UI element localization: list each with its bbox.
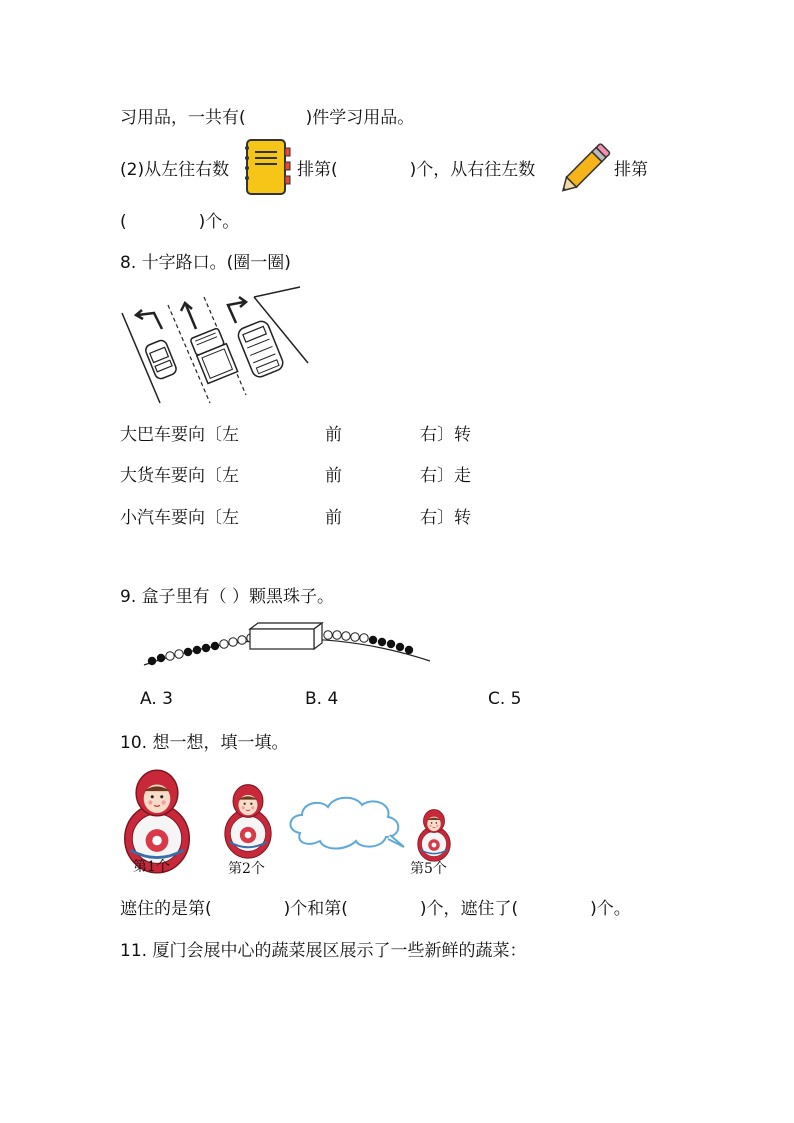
q10-answer-c: )个，遮住了(	[419, 899, 519, 919]
white-bead	[229, 638, 237, 646]
notebook-icon	[245, 138, 291, 198]
black-bead	[387, 640, 395, 648]
q7-line2-mid2: )个，从右往左数	[409, 160, 536, 180]
q10-title: 10. 想一想，填一填。	[120, 733, 289, 753]
q8-row-3-suffix[interactable]: 右〕转	[420, 508, 471, 528]
q7-line2-mid1: 排第(	[297, 160, 338, 180]
q11-title: 11. 厦门会展中心的蔬菜展区展示了一些新鲜的蔬菜：	[120, 941, 527, 961]
straight-arrow-icon	[181, 303, 196, 329]
q7-line2-mid	[297, 158, 535, 182]
black-bead	[148, 657, 156, 665]
q7-line3-end: )个。	[198, 212, 240, 232]
q10-answer-d: )个。	[590, 899, 631, 919]
q9-title: 9. 盒子里有（ ）颗黑珠子。	[120, 587, 335, 607]
pencil-icon	[558, 140, 616, 196]
doll-5-label: 第5个	[410, 861, 447, 877]
q10-answer-line	[120, 897, 631, 921]
doll-2-icon	[225, 785, 271, 858]
black-bead	[405, 646, 413, 654]
doll-2-label: 第2个	[228, 861, 265, 877]
q10-answer-a: 遮住的是第(	[120, 899, 212, 919]
bus-icon	[236, 319, 285, 379]
white-bead	[342, 632, 350, 640]
q7-line3-start: (	[120, 212, 127, 232]
q10-answer-b: )个和第(	[283, 899, 348, 919]
q8-row-3-option-front[interactable]: 前	[325, 508, 342, 528]
q8-row-1-option-front[interactable]: 前	[325, 425, 342, 445]
black-bead	[378, 638, 386, 646]
q9-option-b[interactable]: B. 4	[305, 689, 339, 709]
black-bead	[211, 642, 219, 650]
q8-title: 8. 十字路口。(圈一圈)	[120, 253, 291, 273]
q8-row-2-option-front[interactable]: 前	[325, 466, 342, 486]
doll-1-label: 第1个	[133, 859, 170, 875]
black-bead	[202, 644, 210, 652]
white-bead	[175, 650, 183, 658]
white-bead	[351, 633, 359, 641]
beads-right	[324, 631, 413, 654]
q7-line1-end: )件学习用品。	[305, 108, 415, 128]
black-bead	[157, 654, 165, 662]
q8-row-2-suffix[interactable]: 右〕走	[420, 466, 471, 486]
car-icon	[144, 339, 178, 381]
white-bead	[324, 631, 332, 639]
q7-line3	[120, 210, 239, 234]
road-edge-top	[254, 287, 300, 297]
q7-line1	[120, 106, 414, 130]
q8-row-2-prefix: 大货车要向〔左	[120, 466, 239, 486]
white-bead	[166, 652, 174, 660]
q8-row-1-prefix: 大巴车要向〔左	[120, 425, 239, 445]
q8-row-1-suffix[interactable]: 右〕转	[420, 425, 471, 445]
q7-line2-start: (2)从左往右数	[120, 160, 230, 180]
crossroad-illustration	[118, 285, 318, 405]
white-bead	[238, 636, 246, 644]
white-bead	[333, 631, 341, 639]
q7-line1-text: 习用品，一共有(	[120, 108, 246, 128]
right-turn-arrow-icon	[228, 297, 246, 323]
black-bead	[193, 646, 201, 654]
black-bead	[369, 636, 377, 644]
white-bead	[360, 634, 368, 642]
q7-line2	[120, 158, 229, 182]
box-icon	[250, 623, 322, 649]
black-bead	[396, 643, 404, 651]
cloud-icon	[290, 798, 404, 849]
q9-option-a[interactable]: A. 3	[140, 689, 173, 709]
doll-5-icon	[418, 809, 451, 861]
bead-string-illustration	[140, 615, 440, 675]
truck-icon	[190, 327, 238, 383]
q9-option-c[interactable]: C. 5	[488, 689, 522, 709]
black-bead	[184, 648, 192, 656]
white-bead	[220, 640, 228, 648]
q8-row-3-prefix: 小汽车要向〔左	[120, 508, 239, 528]
left-turn-arrow-icon	[136, 310, 162, 329]
q7-line2-end-text: 排第	[614, 160, 648, 180]
q7-line2-end	[614, 158, 648, 182]
